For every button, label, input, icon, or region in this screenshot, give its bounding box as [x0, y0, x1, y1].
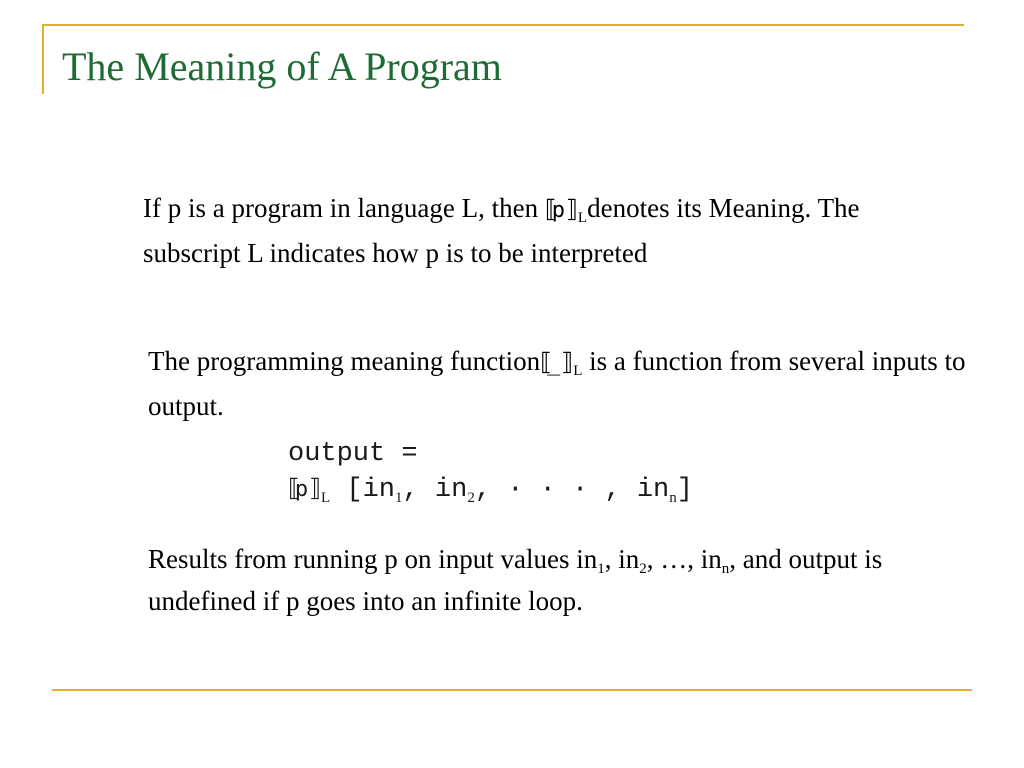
semantic-bracket-notation: ⟦p⟧ [288, 474, 316, 502]
para3-part4: , and output is undefined if p goes into an infinite loop. [148, 544, 883, 616]
formula-sub-1: 1 [395, 490, 403, 506]
paragraph-meaning-function [148, 340, 978, 427]
slide-title: The Meaning of A Program [62, 44, 502, 89]
formula-open: [in [330, 475, 396, 505]
para3-sub-1: 1 [597, 561, 605, 577]
paragraph-program-meaning [143, 187, 913, 274]
semantic-bracket-notation: ⟦_⟧ [540, 348, 568, 376]
para3-sub-2: 2 [639, 561, 647, 577]
output-formula [288, 437, 693, 507]
formula-line-application [288, 471, 693, 507]
para1-text-before: If p is a program in language L, then [143, 193, 545, 223]
bracket-content: p [294, 477, 309, 502]
para3-part2: , in [604, 544, 640, 574]
formula-line-output: output = [288, 439, 418, 469]
para3-part3: , …, in [646, 544, 722, 574]
top-accent-rule [42, 24, 964, 26]
para2-text-after: is a function from several inputs to output. [148, 346, 966, 421]
bracket-content: p [551, 198, 566, 223]
bottom-accent-rule [52, 689, 972, 691]
formula-sub-n: n [669, 490, 677, 506]
semantic-bracket-notation: ⟦p⟧ [544, 195, 572, 223]
notation-subscript: L [577, 210, 588, 226]
formula-sep-1: , in [402, 475, 468, 505]
bracket-content: _ [547, 351, 561, 376]
notation-subscript: L [321, 490, 331, 506]
paragraph-results [148, 538, 968, 622]
notation-subscript: L [573, 363, 583, 379]
para1-text-after: denotes its Meaning. The subscript L indicates how p is to be interpreted [143, 193, 860, 268]
formula-close: ] [676, 475, 693, 505]
formula-ellipsis: , · · · , in [474, 475, 670, 505]
para3-part1: Results from running p on input values in [148, 544, 598, 574]
para2-text-before: The programming meaning function [148, 346, 541, 376]
formula-sub-2: 2 [467, 490, 475, 506]
para3-sub-n: n [721, 561, 730, 577]
left-accent-rule [42, 24, 44, 94]
